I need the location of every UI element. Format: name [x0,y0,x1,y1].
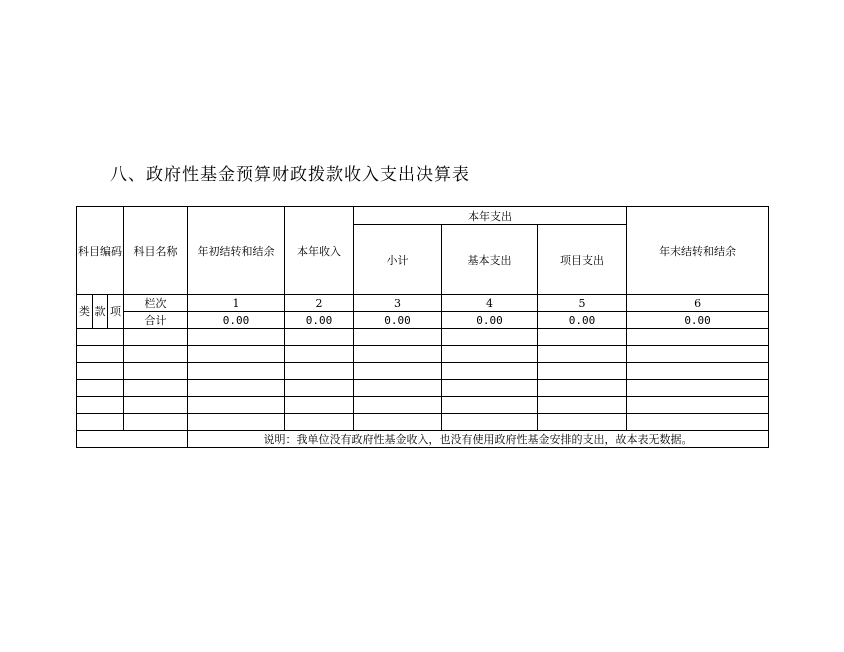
table-row [77,414,769,431]
column-no: 6 [627,295,769,312]
header-kuan: 款 [93,295,108,329]
total-value: 0.00 [354,312,442,329]
table-cell [627,329,769,346]
table-cell [627,414,769,431]
table-cell [354,414,442,431]
table-row [77,346,769,363]
total-value: 0.00 [188,312,285,329]
table-cell [124,329,188,346]
table-cell [188,414,285,431]
table-cell [354,363,442,380]
total-value: 0.00 [442,312,538,329]
header-expenditure: 本年支出 [354,207,627,225]
table-cell [442,380,538,397]
header-basic: 基本支出 [442,225,538,295]
table-cell [538,346,627,363]
note-row [77,431,769,448]
table-cell [354,380,442,397]
table-cell [77,329,124,346]
table-row [77,363,769,380]
table-cell [442,397,538,414]
table-cell [124,380,188,397]
table-cell [285,346,354,363]
table-cell [627,346,769,363]
table-cell [627,397,769,414]
table-cell [538,380,627,397]
table-row [77,397,769,414]
table-row [77,329,769,346]
table-cell [285,414,354,431]
header-row-1 [77,207,769,225]
header-begin-balance: 年初结转和结余 [188,207,285,295]
header-subtotal: 小计 [354,225,442,295]
table-cell [627,363,769,380]
table-cell [627,380,769,397]
table-cell [354,346,442,363]
column-no: 1 [188,295,285,312]
table-cell [77,380,124,397]
fund-budget-table [76,206,769,448]
table-note: 说明：我单位没有政府性基金收入，也没有使用政府性基金安排的支出，故本表无数据。 [188,431,769,448]
table-row [77,380,769,397]
table-cell [124,397,188,414]
total-value: 0.00 [538,312,627,329]
table-cell [538,329,627,346]
table-cell [354,329,442,346]
header-project: 项目支出 [538,225,627,295]
table-cell [188,329,285,346]
table-cell [77,397,124,414]
column-no: 3 [354,295,442,312]
column-number-row [77,295,769,312]
table-cell [442,414,538,431]
column-no: 5 [538,295,627,312]
header-income: 本年收入 [285,207,354,295]
header-subject-name: 科目名称 [124,207,188,295]
table-cell [285,380,354,397]
table-cell [354,397,442,414]
header-lei: 类 [77,295,93,329]
table-cell [285,363,354,380]
column-no: 4 [442,295,538,312]
column-no-label: 栏次 [124,295,188,312]
table-cell [77,431,188,448]
header-end-balance: 年末结转和结余 [627,207,769,295]
table-cell [188,397,285,414]
table-cell [124,414,188,431]
table-cell [442,329,538,346]
table-cell [285,329,354,346]
header-subject-code: 科目编码 [77,207,124,295]
column-no: 2 [285,295,354,312]
table-cell [538,414,627,431]
table-cell [442,363,538,380]
table-cell [188,380,285,397]
table-cell [188,363,285,380]
total-value: 0.00 [285,312,354,329]
total-value: 0.00 [627,312,769,329]
table-cell [77,414,124,431]
table-cell [538,397,627,414]
table-cell [124,346,188,363]
page-title: 八、政府性基金预算财政拨款收入支出决算表 [110,165,470,185]
table-cell [77,346,124,363]
table-cell [285,397,354,414]
header-xiang: 项 [108,295,124,329]
table-cell [124,363,188,380]
table-cell [538,363,627,380]
table-cell [77,363,124,380]
table-cell [188,346,285,363]
table-cell [442,346,538,363]
total-row [77,312,769,329]
total-label: 合计 [124,312,188,329]
